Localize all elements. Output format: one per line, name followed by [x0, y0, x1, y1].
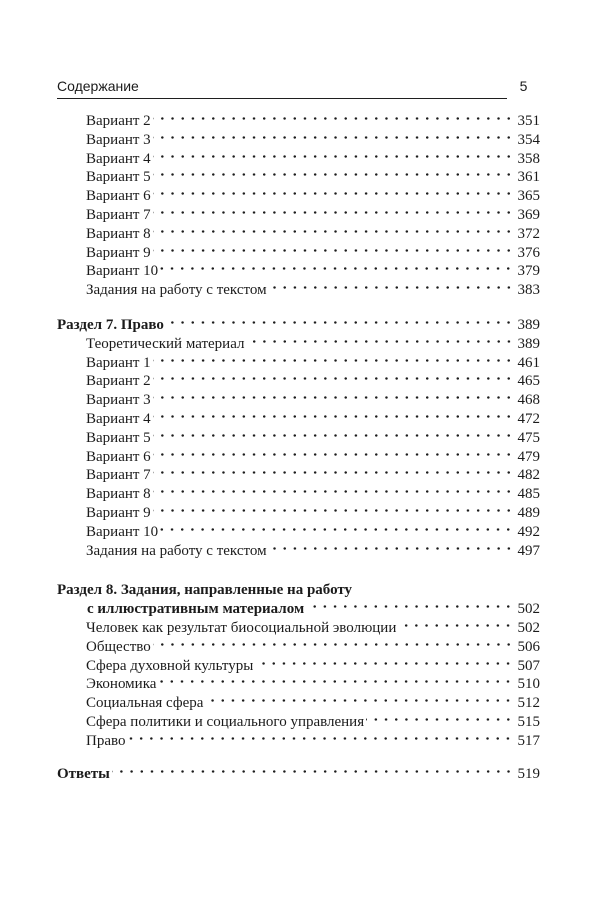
toc-entry	[57, 713, 540, 732]
toc-entry-page: 506	[517, 638, 540, 655]
dot-leader	[160, 524, 513, 536]
toc-entry-page: 497	[517, 542, 540, 559]
toc-entry-label: Вариант 2	[86, 373, 151, 390]
toc-entry-page: 465	[517, 373, 540, 390]
toc-entry-page: 372	[517, 225, 540, 242]
toc-entry-label: Человек как результат биосоциальной эволюции	[86, 619, 397, 636]
dot-leader	[160, 263, 513, 275]
toc-entry	[57, 354, 540, 373]
toc-entry-label: Сфера духовной культуры	[86, 657, 254, 674]
dot-leader	[153, 373, 514, 385]
toc-entry-label: Вариант 10	[86, 523, 159, 540]
toc-entry-page: 515	[517, 713, 540, 730]
toc-entry-page: 389	[517, 335, 540, 352]
toc-entry-page: 489	[517, 504, 540, 521]
toc-entry	[57, 244, 540, 263]
toc-entry	[57, 335, 540, 354]
toc-entry	[57, 187, 540, 206]
toc-entry	[57, 316, 540, 335]
toc-entry	[57, 504, 540, 523]
toc	[57, 112, 540, 783]
dot-leader	[153, 355, 514, 367]
dot-leader	[153, 245, 514, 257]
toc-entry	[57, 619, 540, 638]
running-head-rule	[57, 78, 507, 99]
toc-entry-page: 389	[517, 316, 540, 333]
toc-entry-page: 502	[517, 601, 540, 618]
toc-entry-label: Вариант 4	[86, 410, 151, 427]
toc-entry-label: Вариант 10	[86, 263, 159, 280]
dot-leader	[158, 676, 513, 688]
dot-leader	[153, 113, 514, 125]
toc-entry	[57, 523, 540, 542]
toc-entry-label: Вариант 9	[86, 244, 151, 261]
toc-entry-label: Задания на работу с текстом	[86, 282, 267, 299]
toc-entry-label: Вариант 4	[86, 150, 151, 167]
toc-entry-page: 492	[517, 523, 540, 540]
toc-entry	[57, 694, 540, 713]
toc-entry-page: 472	[517, 410, 540, 427]
toc-entry-page: 485	[517, 486, 540, 503]
toc-section-variants-continued	[57, 112, 540, 300]
toc-entry-page: 519	[517, 765, 540, 782]
dot-leader	[153, 486, 514, 498]
toc-entry-page: 461	[517, 354, 540, 371]
toc-entry	[57, 410, 540, 429]
toc-entry-label: Ответы	[57, 765, 110, 782]
toc-entry-page: 351	[517, 113, 540, 129]
dot-leader	[366, 714, 513, 726]
toc-entry-page: 354	[517, 131, 540, 148]
toc-entry-label: Вариант 5	[86, 169, 151, 186]
toc-entry-page: 361	[517, 169, 540, 186]
toc-entry	[57, 150, 540, 169]
page-heading: Содержание	[57, 78, 139, 94]
dot-leader	[166, 317, 514, 329]
toc-entry	[57, 732, 540, 751]
toc-entry-page: 369	[517, 206, 540, 223]
toc-entry-label: Вариант 7	[86, 206, 151, 223]
toc-entry	[57, 391, 540, 410]
toc-entry	[57, 112, 540, 131]
toc-entry	[57, 485, 540, 504]
toc-section-razdel-8-illustrative	[57, 581, 540, 750]
toc-entry-label: Вариант 6	[86, 188, 151, 205]
toc-entry-label: Вариант 7	[86, 467, 151, 484]
dot-leader	[153, 226, 514, 238]
dot-leader	[153, 151, 514, 163]
toc-entry-label: Вариант 3	[86, 392, 151, 409]
toc-entry	[57, 448, 540, 467]
toc-entry	[57, 206, 540, 225]
dot-leader	[112, 766, 514, 778]
toc-entry	[57, 131, 540, 150]
toc-entry-page: 482	[517, 467, 540, 484]
dot-leader	[255, 658, 513, 670]
toc-section-otvety	[57, 765, 540, 784]
toc-entry-label: Вариант 9	[86, 504, 151, 521]
page-content	[57, 78, 540, 783]
dot-leader	[127, 733, 513, 745]
toc-entry-label: Вариант 8	[86, 225, 151, 242]
toc-entry-label: Право	[86, 732, 126, 749]
toc-entry-label: Задания на работу с текстом	[86, 542, 267, 559]
toc-entry	[57, 657, 540, 676]
toc-section-razdel-7-pravo	[57, 316, 540, 560]
dot-leader	[153, 449, 514, 461]
toc-entry	[57, 168, 540, 187]
toc-entry-label: Раздел 8. Задания, направленные на работу	[57, 582, 353, 599]
dot-leader	[153, 505, 514, 517]
toc-entry	[57, 542, 540, 561]
toc-entry	[57, 262, 540, 281]
dot-leader	[153, 169, 514, 181]
dot-leader	[153, 639, 514, 651]
toc-entry-label: Вариант 1	[86, 354, 151, 371]
toc-entry	[57, 281, 540, 300]
toc-entry-page: 475	[517, 429, 540, 446]
dot-leader	[153, 467, 514, 479]
toc-entry-page: 510	[517, 676, 540, 693]
toc-entry-label: Вариант 8	[86, 486, 151, 503]
toc-entry-label: Сфера политики и социального управления	[86, 713, 365, 730]
toc-entry-page: 517	[517, 732, 540, 749]
toc-entry	[57, 581, 540, 600]
toc-entry-label: Социальная сфера	[86, 695, 204, 712]
running-head	[57, 78, 540, 99]
toc-entry-page: 376	[517, 244, 540, 261]
toc-entry-page: 379	[517, 263, 540, 280]
dot-leader	[247, 336, 514, 348]
toc-entry-label: Экономика	[86, 676, 157, 693]
toc-entry	[57, 765, 540, 784]
dot-leader	[398, 620, 513, 632]
toc-entry-page: 502	[517, 619, 540, 636]
toc-entry-label: Вариант 3	[86, 131, 151, 148]
toc-entry	[57, 638, 540, 657]
toc-entry	[57, 600, 540, 619]
dot-leader	[153, 188, 514, 200]
dot-leader	[153, 132, 514, 144]
toc-entry-label: Вариант 2	[86, 113, 151, 129]
toc-entry-page: 512	[517, 695, 540, 712]
toc-entry-page: 468	[517, 392, 540, 409]
toc-entry	[57, 466, 540, 485]
dot-leader	[306, 601, 513, 613]
dot-leader	[269, 543, 514, 555]
toc-entry-label: Вариант 6	[86, 448, 151, 465]
toc-entry	[57, 675, 540, 694]
dot-leader	[153, 392, 514, 404]
toc-entry	[57, 225, 540, 244]
toc-entry-page: 358	[517, 150, 540, 167]
toc-entry	[57, 429, 540, 448]
toc-entry-page: 507	[517, 657, 540, 674]
toc-entry-label: Теоретический материал	[86, 335, 245, 352]
toc-entry-page: 479	[517, 448, 540, 465]
page-number: 5	[519, 78, 528, 94]
dot-leader	[205, 695, 513, 707]
toc-entry-label: Раздел 7. Право	[57, 316, 164, 333]
dot-leader	[153, 411, 514, 423]
dot-leader	[153, 430, 514, 442]
toc-entry	[57, 372, 540, 391]
toc-entry-label: Вариант 5	[86, 429, 151, 446]
dot-leader	[153, 207, 514, 219]
dot-leader	[269, 282, 514, 294]
toc-entry-label: Общество	[86, 638, 151, 655]
toc-entry-label: с иллюстративным материалом	[87, 601, 305, 618]
toc-entry-page: 383	[517, 282, 540, 299]
toc-entry-page: 365	[517, 188, 540, 205]
